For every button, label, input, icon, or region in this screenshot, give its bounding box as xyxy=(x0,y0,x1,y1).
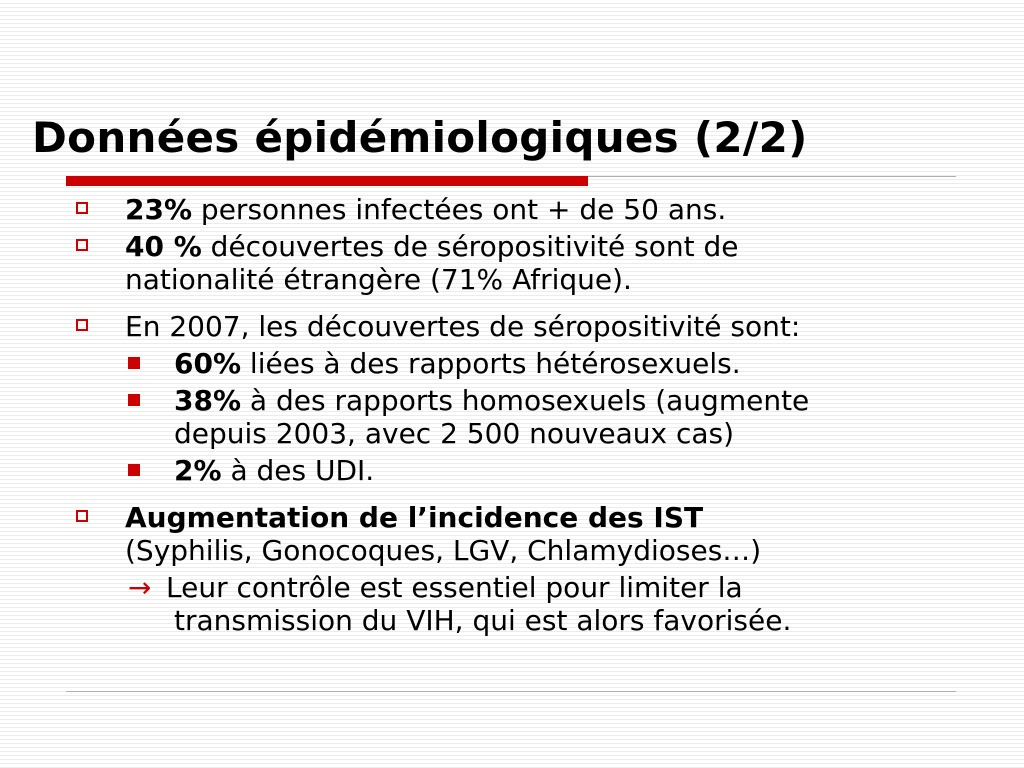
sub-bullet-3-text: à des UDI. xyxy=(221,454,375,487)
arrow-note-text: Leur contrôle est essentiel pour limiter la xyxy=(166,571,743,604)
sub-bullet-item-3 xyxy=(0,454,1024,487)
arrow-note xyxy=(0,571,1024,637)
bullet-3-text: En 2007, les découvertes de séropositivité sont: xyxy=(125,310,801,343)
bullet-4-emphasis: Augmentation de l’incidence des IST xyxy=(125,501,704,534)
bullet-2-text: découvertes de séropositivité sont de xyxy=(201,230,739,263)
hollow-square-bullet-icon xyxy=(76,202,88,214)
hollow-square-bullet-icon xyxy=(76,319,88,331)
slide-body xyxy=(0,193,1024,637)
bullet-1-emphasis: 23% xyxy=(125,193,193,226)
bullet-4-text-continued: (Syphilis, Gonocoques, LGV, Chlamydioses…) xyxy=(125,534,762,567)
sub-bullet-2-text-continued: depuis 2003, avec 2 500 nouveaux cas) xyxy=(174,417,735,450)
bullet-item-4 xyxy=(0,501,1024,567)
bullet-item-3 xyxy=(0,310,1024,343)
right-arrow-icon: → xyxy=(128,571,152,604)
sub-bullet-item-2 xyxy=(0,384,1024,450)
filled-square-bullet-icon xyxy=(128,357,140,369)
sub-bullet-3-emphasis: 2% xyxy=(174,454,222,487)
arrow-note-text-continued: transmission du VIH, qui est alors favorisée. xyxy=(174,604,792,637)
bottom-divider-line xyxy=(66,691,956,692)
hollow-square-bullet-icon xyxy=(76,510,88,522)
sub-bullet-item-1 xyxy=(0,347,1024,380)
bullet-2-emphasis: 40 % xyxy=(125,230,202,263)
sub-bullet-2-emphasis: 38% xyxy=(174,384,242,417)
title-accent-bar xyxy=(66,176,588,186)
filled-square-bullet-icon xyxy=(128,394,140,406)
bullet-2-text-continued: nationalité étrangère (71% Afrique). xyxy=(125,263,632,296)
sub-bullet-1-emphasis: 60% xyxy=(174,347,242,380)
bullet-item-1 xyxy=(0,193,1024,226)
sub-bullet-2-text: à des rapports homosexuels (augmente xyxy=(241,384,810,417)
bullet-1-text: personnes infectées ont + de 50 ans. xyxy=(192,193,727,226)
sub-bullet-1-text: liées à des rapports hétérosexuels. xyxy=(241,347,741,380)
hollow-square-bullet-icon xyxy=(76,239,88,251)
bullet-item-2 xyxy=(0,230,1024,296)
filled-square-bullet-icon xyxy=(128,464,140,476)
slide-title: Données épidémiologiques (2/2) xyxy=(32,113,808,162)
